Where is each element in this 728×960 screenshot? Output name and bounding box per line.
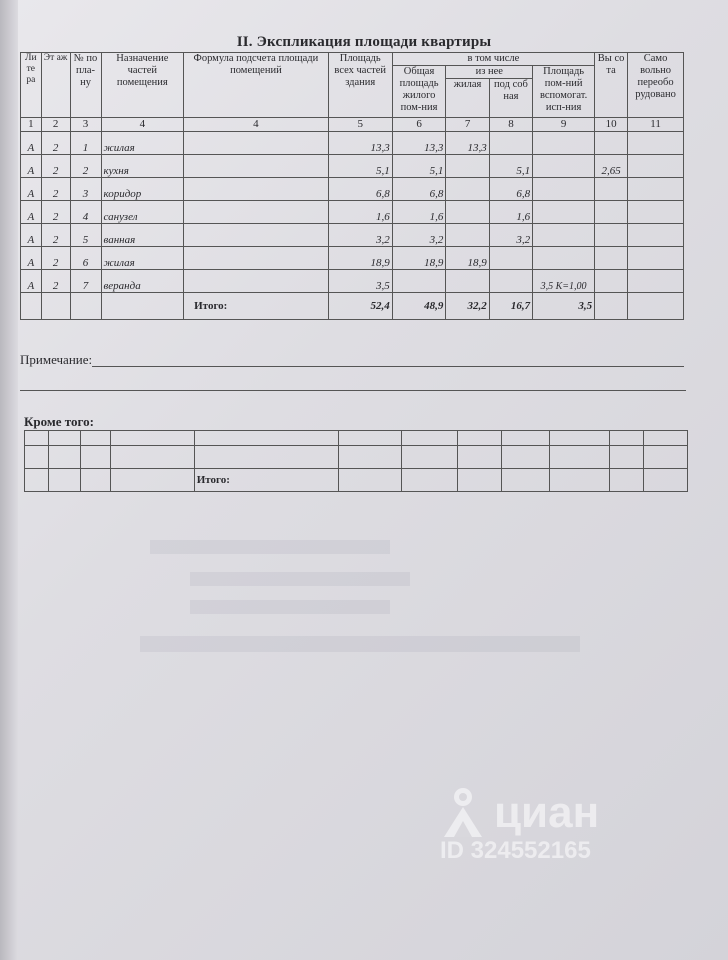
col-number: 10	[595, 118, 628, 132]
empty-cell	[80, 469, 110, 492]
extra-label: Кроме того:	[24, 414, 94, 429]
cell-living: 13,3	[446, 132, 489, 155]
cell-liter: А	[21, 201, 42, 224]
empty-cell	[643, 446, 687, 469]
watermark-id: ID 324552165	[440, 837, 591, 864]
cell-formula	[184, 224, 329, 247]
header-height: Вы со та	[595, 53, 628, 118]
empty-cell	[402, 469, 458, 492]
header-liter: Ли те ра	[21, 53, 42, 118]
empty-cell	[41, 293, 70, 320]
header-total-area: Площадь всех частей здания	[328, 53, 392, 118]
cell-aux-area	[533, 132, 595, 155]
empty-cell	[610, 431, 644, 446]
cell-total: 13,3	[328, 132, 392, 155]
note-line	[92, 366, 684, 367]
table-row	[21, 224, 684, 247]
cell-num: 5	[70, 224, 101, 247]
empty-cell	[550, 446, 610, 469]
cell-name: коридор	[101, 178, 184, 201]
empty-cell	[338, 446, 402, 469]
header-unauthorized: Само вольно перeобо рудовано	[628, 53, 684, 118]
cell-unauthorized	[628, 132, 684, 155]
note-label: Примечание:	[20, 352, 93, 367]
cell-common: 6,8	[392, 178, 446, 201]
empty-cell	[502, 446, 550, 469]
cell-num: 3	[70, 178, 101, 201]
cell-height	[595, 247, 628, 270]
col-number: 1	[21, 118, 42, 132]
cell-total: 6,8	[328, 178, 392, 201]
cell-common: 13,3	[392, 132, 446, 155]
cell-utility: 6,8	[489, 178, 532, 201]
empty-cell	[194, 431, 338, 446]
cell-unauthorized	[628, 178, 684, 201]
cell-liter: А	[21, 132, 42, 155]
header-floor: Эт аж	[41, 53, 70, 118]
total-aux-area: 3,5	[533, 293, 595, 320]
cell-common: 1,6	[392, 201, 446, 224]
cell-aux-area	[533, 155, 595, 178]
location-pin-icon	[440, 785, 486, 841]
table-row	[21, 201, 684, 224]
bleed-through	[140, 636, 580, 652]
cell-common: 18,9	[392, 247, 446, 270]
cell-num: 4	[70, 201, 101, 224]
header-aux-area: Площадь пом-ний вспомогат. исп-ния	[533, 66, 595, 118]
table-row	[21, 270, 684, 293]
cell-formula	[184, 247, 329, 270]
cell-floor: 2	[41, 270, 70, 293]
header-formula: Формула подсчета площади помещений	[184, 53, 329, 118]
empty-cell	[610, 469, 644, 492]
empty-cell	[70, 293, 101, 320]
cell-height	[595, 178, 628, 201]
cell-height	[595, 270, 628, 293]
cell-total: 5,1	[328, 155, 392, 178]
cell-unauthorized	[628, 247, 684, 270]
cell-formula	[184, 201, 329, 224]
cell-name: жилая	[101, 132, 184, 155]
cell-total: 3,2	[328, 224, 392, 247]
explication-table	[20, 52, 684, 320]
cell-common: 3,2	[392, 224, 446, 247]
table-row	[25, 446, 688, 469]
cell-utility	[489, 132, 532, 155]
cell-name: жилая	[101, 247, 184, 270]
cell-common	[392, 270, 446, 293]
empty-cell	[25, 446, 49, 469]
empty-cell	[25, 469, 49, 492]
cell-height: 2,65	[595, 155, 628, 178]
cell-height	[595, 201, 628, 224]
total-utility: 16,7	[489, 293, 532, 320]
header-utility: под соб ная	[489, 79, 532, 118]
empty-cell	[402, 446, 458, 469]
cell-utility	[489, 247, 532, 270]
cell-aux-area	[533, 247, 595, 270]
cell-common: 5,1	[392, 155, 446, 178]
empty-cell	[338, 469, 402, 492]
cell-floor: 2	[41, 132, 70, 155]
empty-cell	[402, 431, 458, 446]
col-number: 9	[533, 118, 595, 132]
empty-cell	[610, 446, 644, 469]
empty-cell	[110, 469, 194, 492]
empty-cell	[502, 431, 550, 446]
cell-living	[446, 224, 489, 247]
empty-cell	[25, 431, 49, 446]
bleed-through	[150, 540, 390, 554]
header-including: в том числе	[392, 53, 594, 66]
col-number: 7	[446, 118, 489, 132]
empty-cell	[595, 293, 628, 320]
cell-aux-area	[533, 201, 595, 224]
cell-formula	[184, 270, 329, 293]
cell-name: кухня	[101, 155, 184, 178]
empty-cell	[48, 446, 80, 469]
cell-total: 1,6	[328, 201, 392, 224]
col-number: 2	[41, 118, 70, 132]
cell-aux-area: 3,5 K=1,00	[533, 270, 595, 293]
cell-utility: 3,2	[489, 224, 532, 247]
cell-unauthorized	[628, 270, 684, 293]
cell-num: 6	[70, 247, 101, 270]
watermark	[440, 785, 599, 865]
header-num: № по пла- ну	[70, 53, 101, 118]
table-row	[21, 155, 684, 178]
cell-num: 2	[70, 155, 101, 178]
cell-liter: А	[21, 224, 42, 247]
cell-liter: А	[21, 178, 42, 201]
header-purpose: Назначение частей помещения	[101, 53, 184, 118]
cell-unauthorized	[628, 201, 684, 224]
cell-liter: А	[21, 155, 42, 178]
bleed-through	[190, 600, 390, 614]
total-common: 48,9	[392, 293, 446, 320]
cell-num: 7	[70, 270, 101, 293]
empty-cell	[628, 293, 684, 320]
cell-height	[595, 224, 628, 247]
table-row	[21, 132, 684, 155]
note-line	[20, 390, 686, 391]
cell-num: 1	[70, 132, 101, 155]
cell-liter: А	[21, 270, 42, 293]
table-row	[21, 178, 684, 201]
cell-floor: 2	[41, 155, 70, 178]
bleed-through	[190, 572, 410, 586]
empty-cell	[550, 469, 610, 492]
empty-cell	[550, 431, 610, 446]
cell-floor: 2	[41, 178, 70, 201]
document-title: II. Экспликация площади квартиры	[236, 34, 492, 50]
cell-floor: 2	[41, 224, 70, 247]
cell-aux-area	[533, 178, 595, 201]
cell-living	[446, 270, 489, 293]
empty-cell	[80, 446, 110, 469]
empty-cell	[101, 293, 184, 320]
cell-floor: 2	[41, 247, 70, 270]
cell-living	[446, 201, 489, 224]
cell-formula	[184, 178, 329, 201]
col-number: 8	[489, 118, 532, 132]
empty-cell	[48, 431, 80, 446]
header-of-it: из нее	[446, 66, 533, 79]
page-edge	[0, 0, 18, 960]
header-living: жилая	[446, 79, 489, 118]
empty-cell	[80, 431, 110, 446]
cell-utility: 5,1	[489, 155, 532, 178]
empty-cell	[110, 446, 194, 469]
totals-label: Итого:	[184, 293, 329, 320]
empty-cell	[48, 469, 80, 492]
cell-utility	[489, 270, 532, 293]
table-row	[21, 247, 684, 270]
cell-unauthorized	[628, 224, 684, 247]
cell-name: санузел	[101, 201, 184, 224]
empty-cell	[502, 469, 550, 492]
cell-name: ванная	[101, 224, 184, 247]
cell-height	[595, 132, 628, 155]
cell-aux-area	[533, 224, 595, 247]
total-living: 32,2	[446, 293, 489, 320]
cell-living	[446, 155, 489, 178]
empty-cell	[643, 431, 687, 446]
cell-unauthorized	[628, 155, 684, 178]
col-number: 5	[328, 118, 392, 132]
empty-cell	[458, 446, 502, 469]
totals-row	[21, 293, 684, 320]
cell-living: 18,9	[446, 247, 489, 270]
empty-cell	[338, 431, 402, 446]
col-number: 3	[70, 118, 101, 132]
table-row	[25, 431, 688, 446]
cell-formula	[184, 155, 329, 178]
empty-cell	[458, 431, 502, 446]
header-common-area: Общая площадь жилого пом-ния	[392, 66, 446, 118]
cell-floor: 2	[41, 201, 70, 224]
cell-formula	[184, 132, 329, 155]
col-number: 4	[101, 118, 184, 132]
extra-totals-label: Итого:	[194, 469, 338, 492]
col-number: 11	[628, 118, 684, 132]
extra-table	[24, 430, 688, 492]
empty-cell	[194, 446, 338, 469]
cell-total: 18,9	[328, 247, 392, 270]
totals-row	[25, 469, 688, 492]
cell-liter: А	[21, 247, 42, 270]
col-number: 4	[184, 118, 329, 132]
empty-cell	[21, 293, 42, 320]
empty-cell	[110, 431, 194, 446]
total-all: 52,4	[328, 293, 392, 320]
empty-cell	[458, 469, 502, 492]
empty-cell	[643, 469, 687, 492]
col-number: 6	[392, 118, 446, 132]
cell-utility: 1,6	[489, 201, 532, 224]
cell-living	[446, 178, 489, 201]
cell-name: веранда	[101, 270, 184, 293]
cell-total: 3,5	[328, 270, 392, 293]
watermark-brand: циан	[494, 788, 600, 837]
